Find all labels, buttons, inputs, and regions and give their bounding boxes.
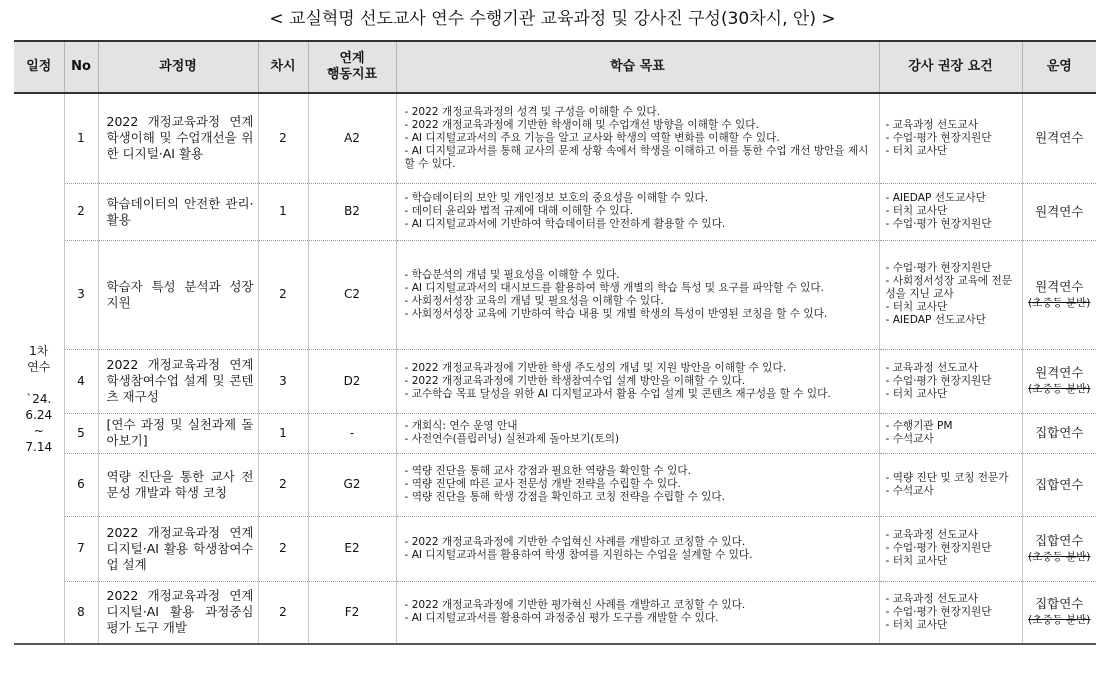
operation-type: 집합연수 (1035, 476, 1084, 492)
course-name: 2022 개정교육과정 연계 학생이해 및 수업개선을 위한 디지털·AI 활용 (98, 93, 258, 183)
operation-cell (1022, 453, 1096, 516)
schedule-cell (14, 93, 64, 644)
operation-cell (1022, 349, 1096, 413)
requirement-item: - 수업·평가 현장지원단 (885, 542, 992, 554)
operation-note: (초중등 분반) (1028, 383, 1091, 395)
requirement-item: - 수업·평가 현장지원단 (885, 218, 992, 230)
instructor-requirements (879, 93, 1022, 183)
instructor-requirements (879, 183, 1022, 240)
requirement-item: - 교육과정 선도교사 (885, 592, 978, 605)
header-operation: 운영 (1022, 41, 1096, 93)
row-number: 1 (64, 93, 98, 183)
requirement-item: - AIEDAP 선도교사단 (885, 192, 986, 204)
requirement-item: - 수업·평가 현장지원단 (885, 131, 992, 144)
schedule-period: `24. 6.24 ~ 7.14 (25, 391, 53, 454)
document-title: < 교실혁명 선도교사 연수 수행기관 교육과정 및 강사진 구성(30차시, 안) > (269, 9, 836, 29)
operation-cell (1022, 413, 1096, 453)
operation-cell (1022, 581, 1096, 644)
requirement-item: - 수업·평가 현장지원단 (885, 374, 992, 387)
requirement-item: - 터치 교사단 (885, 205, 948, 217)
objective-item: - AI 디지털교과서에 기반하여 학습데이터를 안전하게 활용할 수 있다. (404, 218, 726, 230)
row-hours: 2 (258, 93, 308, 183)
objective-item: - 2022 개정교육과정에 기반한 학생이해 및 수업개선 방향을 이해할 수 있다. (404, 118, 759, 131)
requirement-item: - 교육과정 선도교사 (885, 118, 978, 131)
objective-item: - 역량 진단을 통해 교사 강점과 필요한 역량을 확인할 수 있다. (404, 465, 691, 477)
operation-note: (초중등 분반) (1028, 550, 1091, 563)
row-number: 6 (64, 453, 98, 516)
row-hours: 2 (258, 240, 308, 349)
row-indicator: B2 (308, 183, 396, 240)
table-row (14, 413, 1096, 453)
requirement-item: - 터치 교사단 (885, 555, 948, 567)
row-hours: 2 (258, 453, 308, 516)
requirement-item: - AIEDAP 선도교사단 (885, 314, 986, 326)
table-row (14, 453, 1096, 516)
requirement-item: - 터치 교사단 (885, 144, 948, 157)
operation-note: (초중등 분반) (1028, 614, 1091, 627)
objective-item: - 데이터 윤리와 법적 규제에 대해 이해할 수 있다. (404, 205, 634, 217)
operation-type: 원격연수 (1035, 365, 1084, 380)
header-schedule: 일정 (14, 41, 64, 93)
operation-type: 집합연수 (1035, 425, 1084, 440)
requirement-item: - 교육과정 선도교사 (885, 529, 978, 541)
course-name: 2022 개정교육과정 연계 학생참여수업 설계 및 콘텐츠 재구성 (98, 349, 258, 413)
objective-item: - AI 디지털교과서를 활용하여 과정중심 평가 도구를 개발할 수 있다. (404, 612, 719, 625)
objective-item: - 2022 개정교육과정에 기반한 평가혁신 사례를 개발하고 코칭할 수 있다. (404, 599, 746, 612)
table-row (14, 581, 1096, 644)
requirement-item: - 역량 진단 및 코칭 전문가 (885, 471, 1009, 484)
objective-item: - 교수학습 목표 달성을 위한 AI 디지털교과서 활용 수업 설계 및 콘텐츠 재구성을 할 수 있다. (404, 387, 831, 400)
requirement-item: - 터치 교사단 (885, 618, 948, 631)
operation-type: 집합연수 (1035, 596, 1084, 612)
row-indicator: C2 (308, 240, 396, 349)
header-requirements: 강사 권장 요건 (879, 41, 1022, 93)
row-hours: 1 (258, 183, 308, 240)
operation-note: (초중등 분반) (1028, 296, 1091, 309)
row-hours: 1 (258, 413, 308, 453)
objective-item: - 역량 진단을 통해 학생 강점을 확인하고 코칭 전략을 수립할 수 있다. (404, 491, 726, 503)
operation-cell (1022, 183, 1096, 240)
row-number: 8 (64, 581, 98, 644)
row-hours: 3 (258, 349, 308, 413)
table-header-row (14, 41, 1096, 93)
row-indicator: - (308, 413, 396, 453)
objective-item: - 2022 개정교육과정에 기반한 수업혁신 사례를 개발하고 코칭할 수 있다. (404, 535, 746, 548)
objective-item: - AI 디지털교과서를 활용하여 학생 참여를 지원하는 수업을 설계할 수 있다. (404, 548, 753, 561)
requirement-item: - 수석교사 (885, 484, 934, 497)
instructor-requirements (879, 453, 1022, 516)
table-row (14, 516, 1096, 581)
learning-objectives (396, 516, 879, 581)
objective-item: - 사회정서성장 교육의 개념 및 필요성을 이해할 수 있다. (404, 294, 664, 307)
objective-item: - 2022 개정교육과정에 기반한 학생 주도성의 개념 및 지원 방안을 이해할 수 있다. (404, 361, 787, 374)
requirement-item: - 수업·평가 현장지원단 (885, 262, 992, 274)
row-number: 2 (64, 183, 98, 240)
requirement-item: - 터치 교사단 (885, 301, 948, 313)
objective-item: - 학습분석의 개념 및 필요성을 이해할 수 있다. (404, 268, 620, 281)
course-name: 역량 진단을 통한 교사 전문성 개발과 학생 코칭 (98, 453, 258, 516)
header-no: No (64, 41, 98, 93)
learning-objectives (396, 183, 879, 240)
objective-item: - AI 디지털교과서를 통해 교사의 문제 상황 속에서 학생을 이해하고 이를 통한 수업 개선 방안을 제시할 수 있다. (404, 144, 869, 170)
operation-type: 원격연수 (1035, 130, 1084, 146)
objective-item: - 사회정서성장 교육에 기반하여 학습 내용 및 개별 학생의 특성이 반영된 코칭을 할 수 있다. (404, 307, 828, 320)
table-row (14, 349, 1096, 413)
row-number: 7 (64, 516, 98, 581)
operation-cell (1022, 93, 1096, 183)
row-indicator: E2 (308, 516, 396, 581)
objective-item: - 사전연수(플립러닝) 실천과제 돌아보기(토의) (404, 433, 620, 445)
objective-item: - 2022 개정교육과정의 성격 및 구성을 이해할 수 있다. (404, 105, 661, 118)
instructor-requirements (879, 240, 1022, 349)
table-row (14, 240, 1096, 349)
table-row (14, 183, 1096, 240)
requirement-item: - 사회정서성장 교육에 전문성을 지닌 교사 (885, 275, 1012, 300)
course-name: [연수 과정 및 실천과제 돌아보기] (98, 413, 258, 453)
header-indicator: 연계 행동지표 (308, 41, 396, 93)
objective-item: - AI 디지털교과서의 대시보드를 활용하여 학생 개별의 학습 특성 및 요구를 파악할 수 있다. (404, 281, 825, 294)
objective-item: - AI 디지털교과서의 주요 기능을 알고 교사와 학생의 역할 변화를 이해할 수 있다. (404, 131, 780, 144)
header-course: 과정명 (98, 41, 258, 93)
operation-type: 집합연수 (1035, 532, 1084, 548)
row-hours: 2 (258, 516, 308, 581)
course-name: 학습데이터의 안전한 관리·활용 (98, 183, 258, 240)
requirement-item: - 수행기관 PM (885, 420, 953, 432)
objective-item: - 개회식: 연수 운영 안내 (404, 420, 518, 432)
learning-objectives (396, 240, 879, 349)
objective-item: - 역량 진단에 따른 교사 전문성 개발 전략을 수립할 수 있다. (404, 478, 681, 490)
course-name: 2022 개정교육과정 연계 디지털·AI 활용 학생참여수업 설계 (98, 516, 258, 581)
row-indicator: F2 (308, 581, 396, 644)
row-indicator: A2 (308, 93, 396, 183)
course-name: 2022 개정교육과정 연계 디지털·AI 활용 과정중심 평가 도구 개발 (98, 581, 258, 644)
requirement-item: - 수석교사 (885, 433, 934, 445)
row-hours: 2 (258, 581, 308, 644)
course-name: 학습자 특성 분석과 성장 지원 (98, 240, 258, 349)
row-indicator: G2 (308, 453, 396, 516)
curriculum-table (14, 40, 1096, 645)
requirement-item: - 터치 교사단 (885, 387, 948, 400)
operation-cell (1022, 516, 1096, 581)
requirement-item: - 교육과정 선도교사 (885, 361, 978, 374)
schedule-round: 1차 연수 (27, 343, 51, 374)
learning-objectives (396, 349, 879, 413)
instructor-requirements (879, 581, 1022, 644)
row-number: 3 (64, 240, 98, 349)
learning-objectives (396, 413, 879, 453)
instructor-requirements (879, 413, 1022, 453)
operation-type: 원격연수 (1035, 278, 1084, 294)
objective-item: - 학습데이터의 보안 및 개인정보 보호의 중요성을 이해할 수 있다. (404, 192, 709, 204)
requirement-item: - 수업·평가 현장지원단 (885, 605, 992, 618)
row-number: 5 (64, 413, 98, 453)
learning-objectives (396, 581, 879, 644)
header-objectives: 학습 목표 (396, 41, 879, 93)
row-number: 4 (64, 349, 98, 413)
table-row (14, 93, 1096, 183)
learning-objectives (396, 453, 879, 516)
operation-cell (1022, 240, 1096, 349)
header-hours: 차시 (258, 41, 308, 93)
row-indicator: D2 (308, 349, 396, 413)
objective-item: - 2022 개정교육과정에 기반한 학생참여수업 설계 방안을 이해할 수 있다. (404, 374, 746, 387)
instructor-requirements (879, 349, 1022, 413)
instructor-requirements (879, 516, 1022, 581)
operation-type: 원격연수 (1035, 203, 1084, 219)
learning-objectives (396, 93, 879, 183)
